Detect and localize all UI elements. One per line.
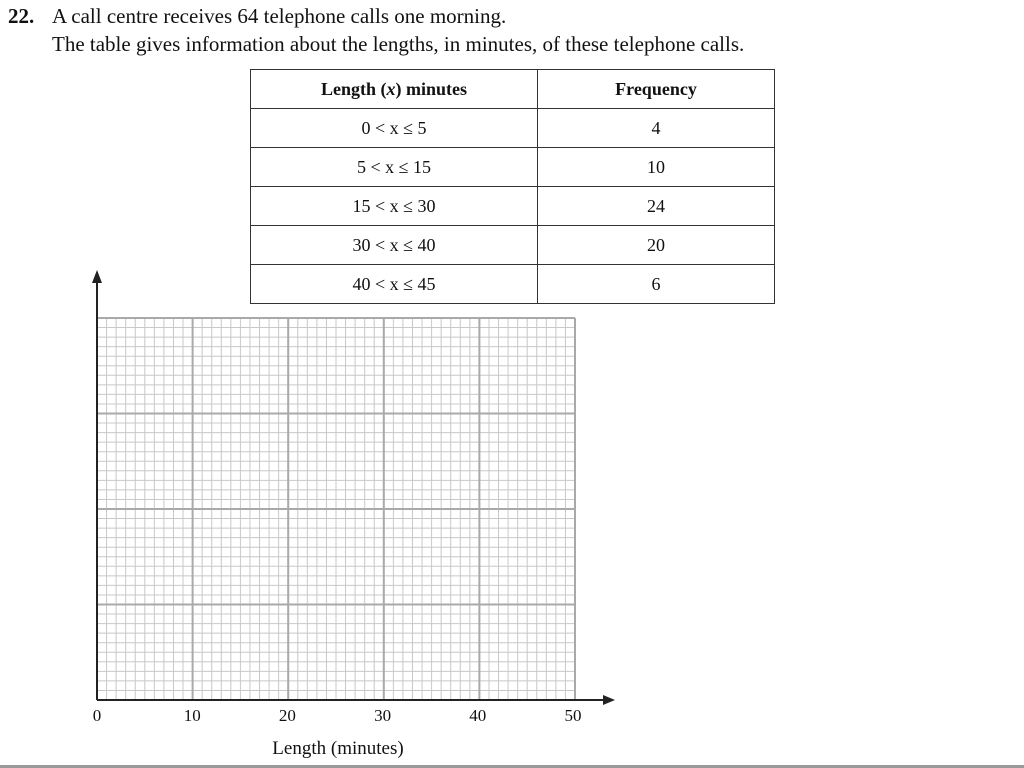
question-line-1: A call centre receives 64 telephone calls one morning. (52, 4, 507, 28)
frequency-cell: 20 (538, 226, 775, 265)
x-tick-label: 30 (374, 706, 392, 725)
x-tick-label: 40 (469, 706, 487, 725)
x-axis-arrow-icon (603, 695, 615, 705)
frequency-cell: 4 (538, 109, 775, 148)
frequency-cell: 10 (538, 148, 775, 187)
x-tick-label: 0 (92, 706, 102, 725)
x-axis-label: Length (minutes) (272, 738, 404, 759)
frequency-cell: 24 (538, 187, 775, 226)
length-cell: 30 < x ≤ 40 (251, 226, 538, 265)
length-cell: 15 < x ≤ 30 (251, 187, 538, 226)
question-line-2: The table gives information about the lengths, in minutes, of these telephone calls. (52, 32, 745, 56)
question-number: 22. (8, 4, 35, 28)
length-header: Length (x) minutes (251, 70, 538, 109)
x-tick-label: 10 (183, 706, 201, 725)
length-cell: 40 < x ≤ 45 (251, 265, 538, 304)
length-cell: 0 < x ≤ 5 (251, 109, 538, 148)
length-cell: 5 < x ≤ 15 (251, 148, 538, 187)
frequency-header: Frequency (538, 70, 775, 109)
y-axis-arrow-icon (92, 270, 102, 283)
x-tick-label: 50 (564, 706, 582, 725)
x-tick-label: 20 (278, 706, 296, 725)
frequency-cell: 6 (538, 265, 775, 304)
